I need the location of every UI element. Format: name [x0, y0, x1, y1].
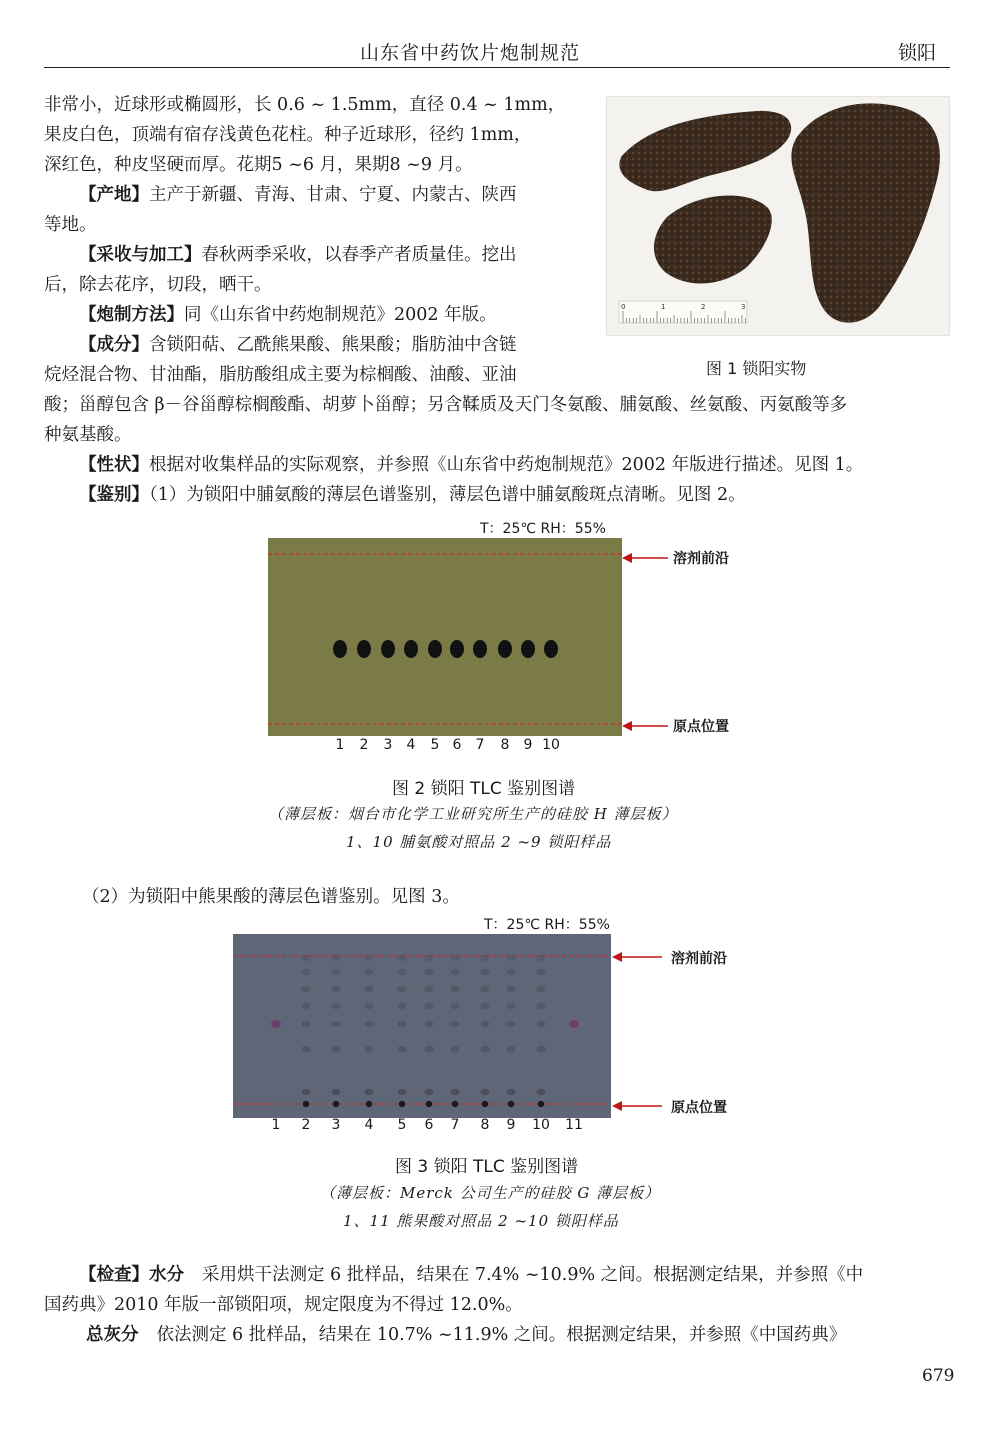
tlc-plate-1-image: [268, 538, 622, 736]
text-line: （1）为锁阳中脯氨酸的薄层色谱鉴别，薄层色谱中脯氨酸斑点清晰。见图 2。: [149, 485, 746, 505]
sample-band: [507, 955, 516, 961]
figure-1-photo: [606, 96, 950, 336]
origin-arrow-icon: [612, 1096, 664, 1116]
figure-2-tlc-plate: [268, 538, 622, 736]
lane-number: 7: [475, 737, 485, 753]
ruler-number: 1: [661, 303, 666, 311]
sample-band: [425, 1089, 434, 1095]
proline-spot: [498, 640, 512, 658]
text-line: 国药典》2010 年版一部锁阳项，规定限度为不得过 12.0%。: [44, 1295, 523, 1315]
lane-number: 10: [532, 1117, 550, 1133]
lane-number: 5: [397, 1117, 407, 1133]
figure-2-legend: 1、10 脯氨酸对照品 2 ~9 锁阳样品: [346, 833, 612, 851]
sample-band: [451, 1021, 460, 1027]
sample-band: [365, 955, 374, 961]
sample-band: [425, 955, 434, 961]
text-line: 后，除去花序，切段，晒干。: [44, 275, 272, 295]
sample-band: [481, 1021, 490, 1027]
figure-3-note: （薄层板：Merck 公司生产的硅胶 G 薄层板）: [320, 1184, 661, 1202]
sample-band: [302, 986, 311, 992]
sample-band: [507, 1021, 516, 1027]
sample-band: [302, 969, 311, 975]
origin-spot: [303, 1101, 309, 1107]
sample-band: [332, 1089, 341, 1095]
sample-band: [507, 986, 516, 992]
lane-number: 3: [383, 737, 393, 753]
figure-3-tlc-plate: [233, 934, 611, 1118]
origin-spot: [333, 1101, 339, 1107]
text-line: 非常小，近球形或椭圆形，长 0.6 ~ 1.5mm，直径 0.4 ~ 1mm，: [44, 95, 566, 115]
reference-spot: [271, 1020, 281, 1028]
paragraph-description: [44, 90, 565, 390]
lane-number: 5: [430, 737, 440, 753]
lane-number: 4: [364, 1117, 374, 1133]
identification-line: [44, 480, 863, 510]
sample-band: [537, 1021, 546, 1027]
paragraph-composition-cont: [44, 390, 863, 510]
ruler-number: 2: [701, 303, 706, 311]
text-line: 烷烃混合物、甘油酯，脂肪酸组成主要为棕榈酸、油酸、亚油: [44, 365, 517, 385]
figure-2-note: （薄层板：烟台市化学工业研究所生产的硅胶 H 薄层板）: [268, 805, 678, 823]
text-line: 酸；甾醇包含 β－谷甾醇棕榈酸酯、胡萝卜甾醇；另含鞣质及天门冬氨酸、脯氨酸、丝氨酸、丙氨酸等多: [44, 395, 848, 415]
origin-spot: [482, 1101, 488, 1107]
lane-number: 4: [406, 737, 416, 753]
figure-2-conditions: T：25℃ RH：55%: [480, 521, 606, 537]
figure-2-solvent-front-label: 溶剂前沿: [673, 551, 729, 567]
proline-spot: [404, 640, 418, 658]
sample-band: [507, 1089, 516, 1095]
sample-band: [451, 1046, 460, 1052]
section-label-total-ash: 总灰分: [86, 1325, 139, 1345]
section-label-check: 【检查】水分: [79, 1265, 184, 1285]
sample-band: [332, 1003, 341, 1009]
method-line: [44, 300, 565, 330]
origin-spot: [399, 1101, 405, 1107]
lane-number: 2: [301, 1117, 311, 1133]
sample-band: [537, 1046, 546, 1052]
figure-3-solvent-front-label: 溶剂前沿: [671, 951, 727, 967]
figure-2-caption: 图 2 锁阳 TLC 鉴别图谱: [392, 779, 576, 799]
reference-spot: [569, 1020, 579, 1028]
sample-band: [332, 1046, 341, 1052]
sample-band: [398, 1046, 407, 1052]
proline-spot: [521, 640, 535, 658]
sample-band: [537, 1003, 546, 1009]
page-number: 679: [922, 1366, 955, 1386]
sample-band: [507, 1046, 516, 1052]
lane-number: 1: [335, 737, 345, 753]
solvent-front-arrow-icon: [622, 548, 670, 568]
text-line: 采用烘干法测定 6 批样品，结果在 7.4% ~10.9% 之间。根据测定结果，并参照《中: [202, 1265, 864, 1285]
sample-band: [451, 955, 460, 961]
lane-number: 3: [331, 1117, 341, 1133]
sample-band: [425, 969, 434, 975]
sample-band: [507, 969, 516, 975]
origin-spot: [366, 1101, 372, 1107]
sample-band: [365, 1089, 374, 1095]
lane-number: 10: [542, 737, 560, 753]
character-line: [44, 450, 863, 480]
origin-spot: [538, 1101, 544, 1107]
proline-spot: [357, 640, 371, 658]
check-line: [44, 1260, 863, 1290]
figure-3-legend: 1、11 熊果酸对照品 2 ~10 锁阳样品: [343, 1212, 619, 1230]
sample-band: [481, 1003, 490, 1009]
text-line: 深红色，种皮坚硬而厚。花期5 ~6 月，果期8 ~9 月。: [44, 155, 473, 175]
proline-spot: [381, 640, 395, 658]
plate-background: [268, 538, 622, 736]
sample-band: [451, 1089, 460, 1095]
running-header-title: 山东省中药饮片炮制规范: [360, 42, 581, 64]
section-label-harvest: 【采收与加工】: [79, 245, 202, 265]
sample-band: [451, 986, 460, 992]
sample-band: [302, 1021, 311, 1027]
identification-2-line: （2）为锁阳中熊果酸的薄层色谱鉴别。见图 3。: [82, 887, 460, 907]
sample-band: [398, 1089, 407, 1095]
sample-band: [537, 986, 546, 992]
solvent-front-arrow-icon: [612, 947, 664, 967]
lane-number: 6: [424, 1117, 434, 1133]
lane-number: 9: [506, 1117, 516, 1133]
sample-band: [332, 969, 341, 975]
figure-3-origin-label: 原点位置: [671, 1100, 727, 1116]
lane-number: 7: [450, 1117, 460, 1133]
figure-2-origin-label: 原点位置: [673, 719, 729, 735]
ash-line: [44, 1320, 863, 1350]
sample-band: [425, 1021, 434, 1027]
figure-3-caption: 图 3 锁阳 TLC 鉴别图谱: [395, 1157, 579, 1177]
tlc-plate-2-image: [233, 934, 611, 1118]
sample-band: [507, 1003, 516, 1009]
text-line: 依法测定 6 批样品，结果在 10.7% ~11.9% 之间。根据测定结果，并参照《中国药典》: [156, 1325, 847, 1345]
sample-band: [481, 1046, 490, 1052]
lane-number: 8: [500, 737, 510, 753]
sample-band: [481, 986, 490, 992]
sample-band: [332, 955, 341, 961]
sample-band: [481, 1089, 490, 1095]
paragraph-check: [44, 1260, 863, 1350]
section-label-identification: 【鉴别】: [79, 485, 149, 505]
sample-band: [365, 1046, 374, 1052]
sample-band: [398, 986, 407, 992]
lane-number: 6: [452, 737, 462, 753]
origin-spot: [508, 1101, 514, 1107]
ruler-number: 0: [621, 303, 626, 311]
composition-line: [44, 330, 565, 360]
proline-spot: [333, 640, 347, 658]
sample-band: [481, 969, 490, 975]
origin-line: [44, 180, 565, 210]
lane-number: 9: [523, 737, 533, 753]
sample-band: [332, 986, 341, 992]
text-line: 根据对收集样品的实际观察，并参照《山东省中药炮制规范》2002 年版进行描述。见图 1。: [149, 455, 864, 475]
lane-number: 11: [565, 1117, 583, 1133]
text-line: 等地。: [44, 215, 97, 235]
harvest-line: [44, 240, 565, 270]
text-line: 春秋两季采收，以春季产者质量佳。挖出: [201, 245, 517, 265]
sample-band: [425, 1003, 434, 1009]
sample-band: [365, 969, 374, 975]
sample-band: [302, 1089, 311, 1095]
origin-arrow-icon: [622, 716, 670, 736]
sample-band: [398, 1021, 407, 1027]
sample-band: [451, 969, 460, 975]
text-line: 含锁阳萜、乙酰熊果酸、熊果酸；脂肪油中含链: [149, 335, 517, 355]
proline-spot: [473, 640, 487, 658]
sample-band: [398, 955, 407, 961]
text-line: 同《山东省中药炮制规范》2002 年版。: [184, 305, 497, 325]
proline-spot: [544, 640, 558, 658]
section-label-method: 【炮制方法】: [79, 305, 184, 325]
sample-band: [365, 1003, 374, 1009]
sample-band: [537, 955, 546, 961]
sample-band: [425, 1046, 434, 1052]
proline-spot: [428, 640, 442, 658]
origin-spot: [426, 1101, 432, 1107]
section-label-character: 【性状】: [79, 455, 149, 475]
section-label-origin: 【产地】: [79, 185, 149, 205]
figure-1-caption: 图 1 锁阳实物: [706, 359, 807, 378]
sample-band: [302, 1046, 311, 1052]
ruler-number: 3: [741, 303, 746, 311]
text-line: 果皮白色，顶端有宿存浅黄色花柱。种子近球形，径约 1mm，: [44, 125, 532, 145]
lane-number: 8: [480, 1117, 490, 1133]
lane-number: 2: [359, 737, 369, 753]
sample-band: [451, 1003, 460, 1009]
text-line: 主产于新疆、青海、甘肃、宁夏、内蒙古、陕西: [149, 185, 517, 205]
sample-band: [302, 1003, 311, 1009]
proline-spot: [450, 640, 464, 658]
sample-band: [398, 969, 407, 975]
sample-band: [365, 1021, 374, 1027]
lane-number: 1: [271, 1117, 281, 1133]
sample-band: [425, 986, 434, 992]
figure-3-conditions: T：25℃ RH：55%: [484, 917, 610, 933]
herb-specimen-image: [607, 97, 949, 335]
sample-band: [332, 1021, 341, 1027]
text-line: 种氨基酸。: [44, 425, 132, 445]
sample-band: [481, 955, 490, 961]
sample-band: [398, 1003, 407, 1009]
sample-band: [302, 955, 311, 961]
sample-band: [537, 969, 546, 975]
sample-band: [537, 1089, 546, 1095]
origin-spot: [452, 1101, 458, 1107]
header-rule: [44, 67, 950, 68]
sample-band: [365, 986, 374, 992]
section-label-composition: 【成分】: [79, 335, 149, 355]
running-header-section: 锁阳: [898, 42, 937, 64]
plate-background: [233, 934, 611, 1118]
